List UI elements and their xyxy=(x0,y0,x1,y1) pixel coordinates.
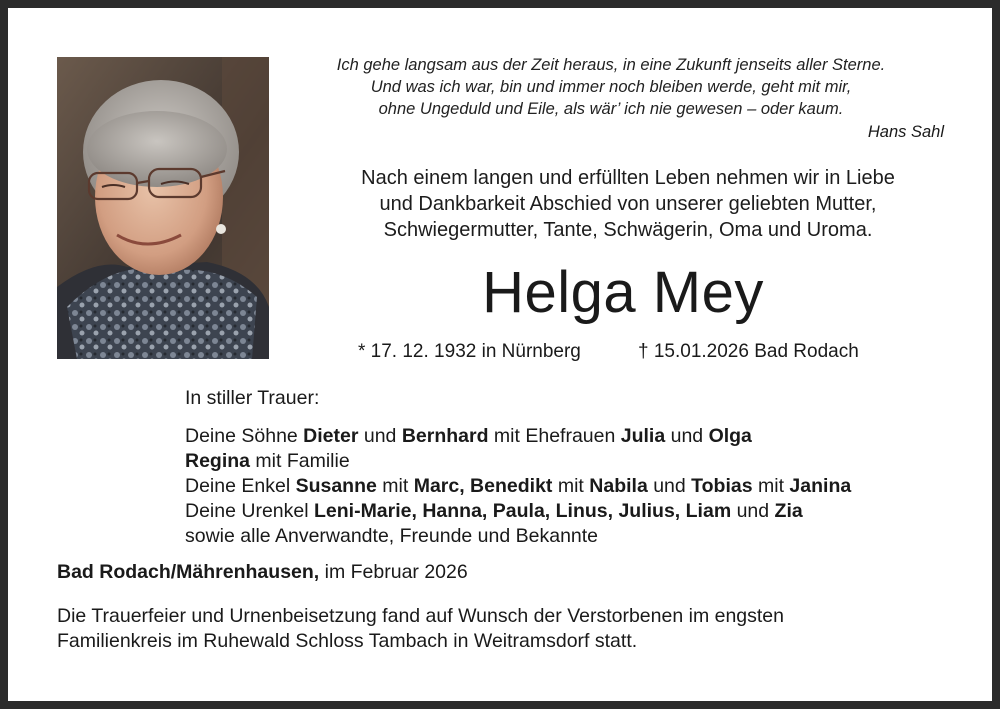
place: Bad Rodach/Mährenhausen, xyxy=(57,561,320,583)
poem-line: Und was ich war, bin und immer noch bleiben werde, geht mit mir, xyxy=(370,78,852,96)
text: mit xyxy=(376,475,414,497)
person-name: Susanne xyxy=(295,475,377,497)
mourning-intro: In stiller Trauer: xyxy=(185,387,320,409)
text: und xyxy=(731,500,775,522)
intro-text xyxy=(308,165,948,243)
text: Deine Enkel xyxy=(185,475,296,497)
intro-line: Nach einem langen und erfüllten Leben nehmen wir in Liebe xyxy=(361,167,895,189)
obituary-card xyxy=(8,8,992,701)
intro-line: Schwiegermutter, Tante, Schwägerin, Oma und Uroma. xyxy=(383,219,873,241)
ceremony-note xyxy=(57,604,957,654)
ceremony-line: Die Trauerfeier und Urnenbeisetzung fand auf Wunsch der Verstorbenen im engsten xyxy=(57,605,784,627)
poem-author: Hans Sahl xyxy=(867,123,944,141)
person-name: Julia xyxy=(620,425,666,447)
deceased-name: Helga Mey xyxy=(482,260,764,325)
text: und xyxy=(665,425,709,447)
place-date xyxy=(57,560,757,585)
text: mit xyxy=(752,475,790,497)
poem-quote xyxy=(278,54,944,120)
intro-line: und Dankbarkeit Abschied von unserer geliebten Mutter, xyxy=(379,193,877,215)
mourners-section xyxy=(185,386,965,549)
family-line-sons xyxy=(185,424,965,449)
person-name: Nabila xyxy=(589,475,648,497)
person-name: Tobias xyxy=(691,475,753,497)
person-name: Marc, Benedikt xyxy=(413,475,553,497)
family-line-daughter xyxy=(185,449,965,474)
poem-line: ohne Ungeduld und Eile, als wär’ ich nie gewesen – oder kaum. xyxy=(378,100,844,118)
person-name: Zia xyxy=(774,500,803,522)
text: und xyxy=(647,475,692,497)
text: und xyxy=(358,425,402,447)
death-date: † 15.01.2026 Bad Rodach xyxy=(638,341,859,362)
text: mit Ehefrauen xyxy=(488,425,621,447)
person-name: Bernhard xyxy=(401,425,489,447)
text: Deine Urenkel xyxy=(185,500,314,522)
ceremony-line: Familienkreis im Ruhewald Schloss Tambach in Weitramsdorf statt. xyxy=(57,630,638,652)
birth-date: * 17. 12. 1932 in Nürnberg xyxy=(358,341,581,362)
family-line-grandchildren xyxy=(185,474,965,499)
text: mit Familie xyxy=(250,450,350,472)
date: im Februar 2026 xyxy=(319,561,468,583)
person-name: Leni-Marie, Hanna, Paula, Linus, Julius, Liam xyxy=(313,500,732,522)
poem-line: Ich gehe langsam aus der Zeit heraus, in eine Zukunft jenseits aller Sterne. xyxy=(336,56,886,74)
person-name: Olga xyxy=(708,425,752,447)
person-name: Regina xyxy=(185,450,251,472)
person-name: Janina xyxy=(789,475,852,497)
portrait-illustration xyxy=(57,57,269,359)
text: Deine Söhne xyxy=(185,425,304,447)
family-line-great-grandchildren xyxy=(185,499,965,524)
portrait-photo xyxy=(57,57,269,359)
family-line-others: sowie alle Anverwandte, Freunde und Bekannte xyxy=(185,525,599,547)
person-name: Dieter xyxy=(303,425,359,447)
text: mit xyxy=(552,475,590,497)
